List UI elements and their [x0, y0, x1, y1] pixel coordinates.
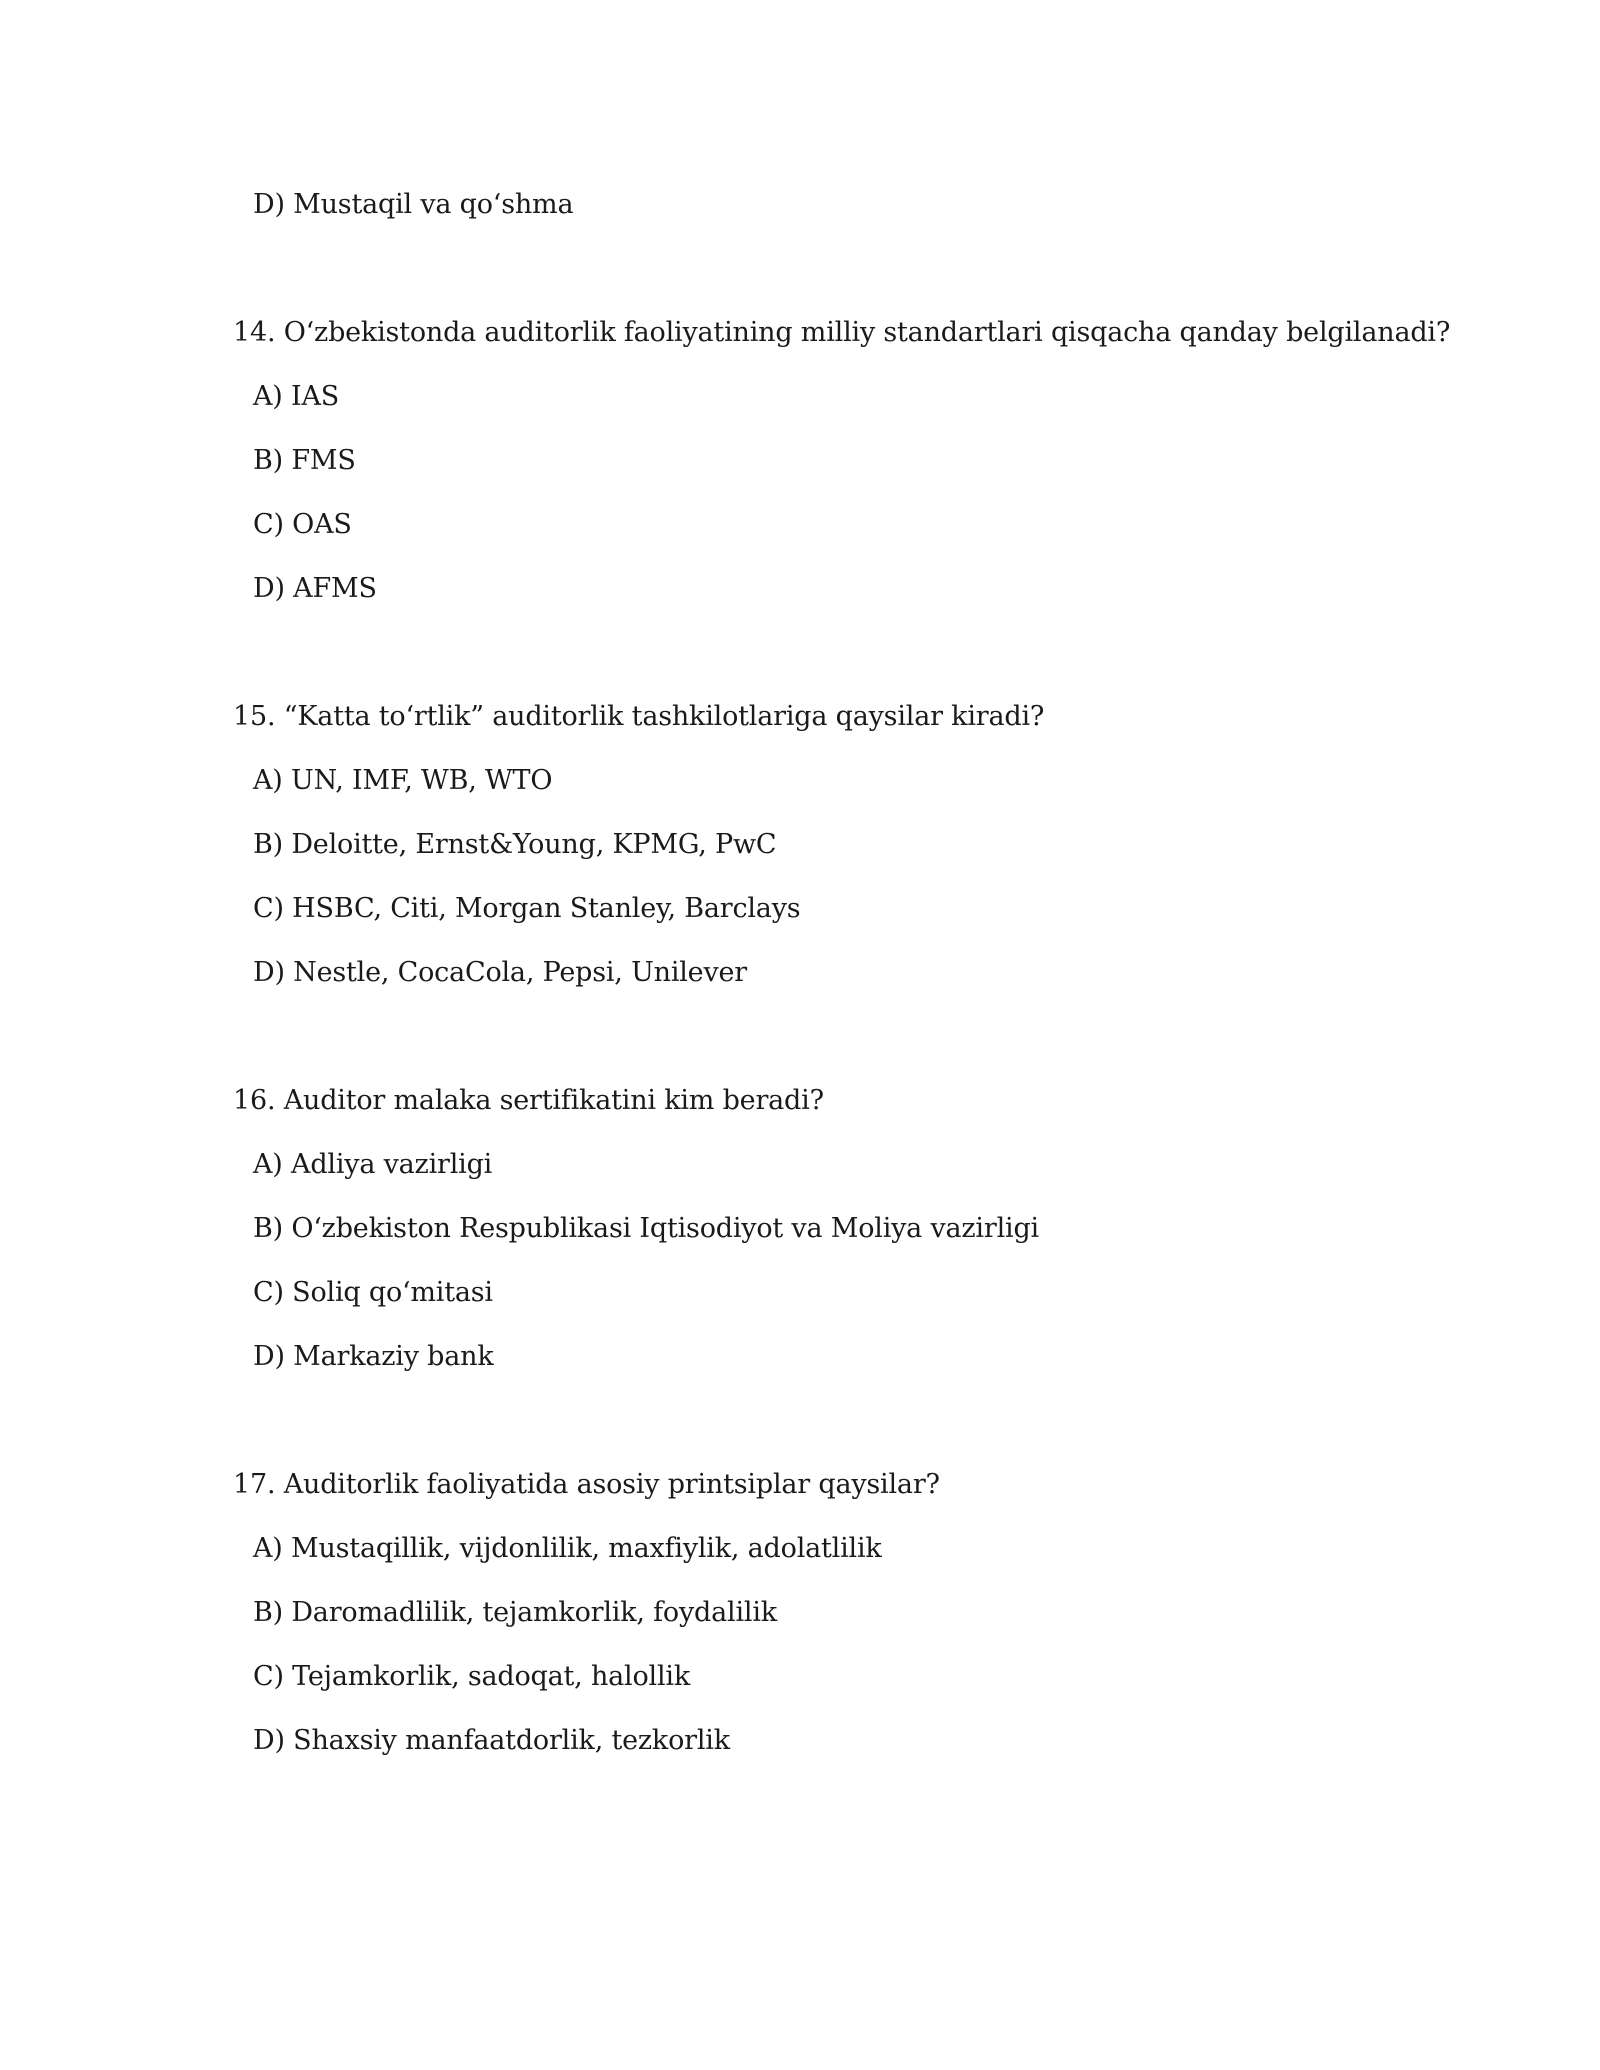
- option-c: C) Soliq qo‘mitasi: [253, 1277, 493, 1308]
- question-text: 16. Auditor malaka sertifikatini kim beradi?: [233, 1085, 824, 1116]
- option-b: B) Daromadlilik, tejamkorlik, foydalilik: [253, 1597, 777, 1628]
- option-c: C) Tejamkorlik, sadoqat, halollik: [253, 1661, 690, 1692]
- option-a: A) Adliya vazirligi: [253, 1149, 493, 1180]
- option-d: D) AFMS: [253, 573, 377, 604]
- question-text: 17. Auditorlik faoliyatida asosiy printsiplar qaysilar?: [233, 1469, 940, 1500]
- carryover-option-d: D) Mustaqil va qo‘shma: [253, 189, 574, 220]
- option-d: D) Nestle, CocaCola, Pepsi, Unilever: [253, 957, 748, 988]
- option-a: A) IAS: [253, 381, 340, 412]
- question-text: 14. O‘zbekistonda auditorlik faoliyatining milliy standartlari qisqacha qanday belgilanadi?: [233, 317, 1451, 348]
- option-c: C) HSBC, Citi, Morgan Stanley, Barclays: [253, 893, 801, 924]
- option-a: A) Mustaqillik, vijdonlilik, maxfiylik, adolatlilik: [253, 1533, 882, 1564]
- option-c: C) OAS: [253, 509, 352, 540]
- option-b: B) FMS: [253, 445, 356, 476]
- option-d: D) Markaziy bank: [253, 1341, 494, 1372]
- question-text: 15. “Katta to‘rtlik” auditorlik tashkilotlariga qaysilar kiradi?: [233, 701, 1045, 732]
- option-b: B) Deloitte, Ernst&Young, KPMG, PwC: [253, 829, 777, 860]
- option-a: A) UN, IMF, WB, WTO: [253, 765, 553, 796]
- option-b: B) O‘zbekiston Respublikasi Iqtisodiyot va Moliya vazirligi: [253, 1213, 1039, 1244]
- option-d: D) Shaxsiy manfaatdorlik, tezkorlik: [253, 1725, 730, 1756]
